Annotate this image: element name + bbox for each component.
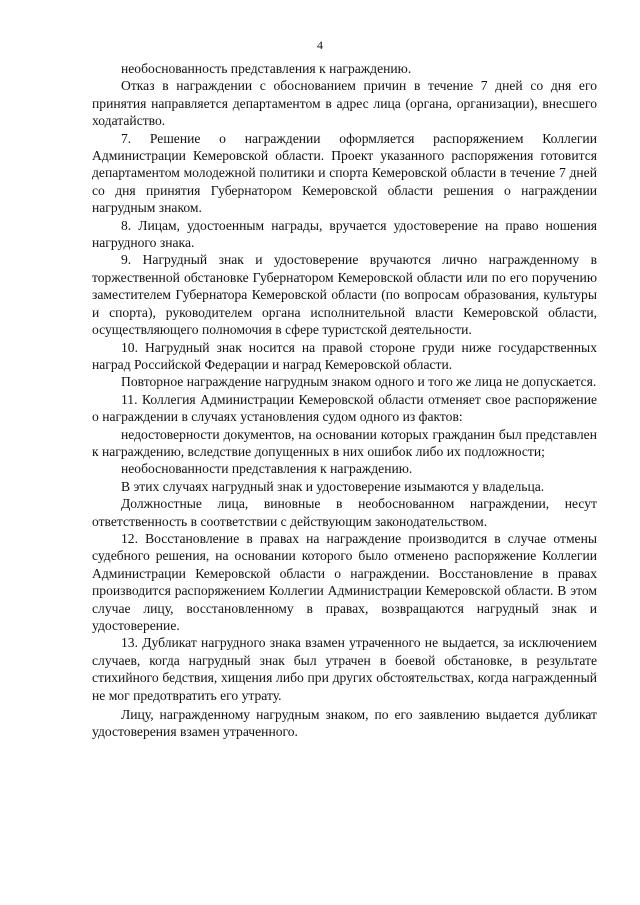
paragraph: необоснованность представления к награждению. xyxy=(121,61,412,76)
page-number: 4 xyxy=(317,38,323,52)
paragraph: В этих случаях нагрудный знак и удостоверение изымаются у владельца. xyxy=(121,478,545,494)
paragraph: 7. Решение о награждении оформляется распоряжением Коллегии Администрации Кемеровской области. Проект указанного распоряжения готовится департаментом молодежной политики и спорта Кемеровской области в течение 7 дней со дня принятия Губернатором Кемеровской области решения о награждении нагрудным знаком. xyxy=(92,130,597,216)
paragraph: 11. Коллегия Администрации Кемеровской области отменяет свое распоряжение о награждении в случаях установления судом одного из фактов: xyxy=(92,391,597,425)
paragraph: 10. Нагрудный знак носится на правой стороне груди ниже государственных наград Российской Федерации и наград Кемеровской области. xyxy=(92,339,597,372)
document-body xyxy=(92,60,597,741)
paragraph: 13. Дубликат нагрудного знака взамен утраченного не выдается, за исключением случаев, когда нагрудный знак был утрачен в боевой обстановке, в результате стихийного бедствия, хищения либо при других обстоятельствах, когда награжденный не мог предотвратить его утрату. xyxy=(92,635,597,703)
paragraph: недостоверности документов, на основании которых гражданин был представлен к награждению, вследствие допущенных в них ошибок либо их подложности; xyxy=(92,426,597,459)
paragraph: Отказ в награждении с обоснованием причин в течение 7 дней со дня его принятия направляется департаментом в адрес лица (органа, организации), внесшего ходатайство. xyxy=(92,78,597,129)
paragraph: 12. Восстановление в правах на награждение производится в случае отмены судебного решения, на основании которого было отменено распоряжение Коллегии Администрации Кемеровской области о награждении. Восстановление в правах производится распоряжением Коллегии Администрации Кемеровской области. В этом случае лицу, восстановленному в правах, возвращаются нагрудный знак и удостоверение. xyxy=(92,530,597,633)
paragraph: 8. Лицам, удостоенным награды, вручается удостоверение на право ношения нагрудного знака. xyxy=(92,217,597,251)
paragraph: Повторное награждение нагрудным знаком одного и того же лица не допускается. xyxy=(121,374,597,390)
paragraph: Должностные лица, виновные в необоснованном награждении, несут ответственность в соответствии с действующим законодательством. xyxy=(92,496,597,529)
paragraph: Лицу, награжденному нагрудным знаком, по его заявлению выдается дубликат удостоверения взамен утраченного. xyxy=(92,707,597,740)
paragraph: 9. Нагрудный знак и удостоверение вручаются лично награжденному в торжественной обстановке Губернатором Кемеровской области или по его поручению заместителем Губернатора Кемеровской области (по вопросам образования, культуры и спорта), руководителем органа исполнительной власти Кемеровской области, осуществляющего полномочия в сфере туристской деятельности. xyxy=(92,252,597,338)
paragraph: необоснованности представления к награждению. xyxy=(121,461,413,477)
